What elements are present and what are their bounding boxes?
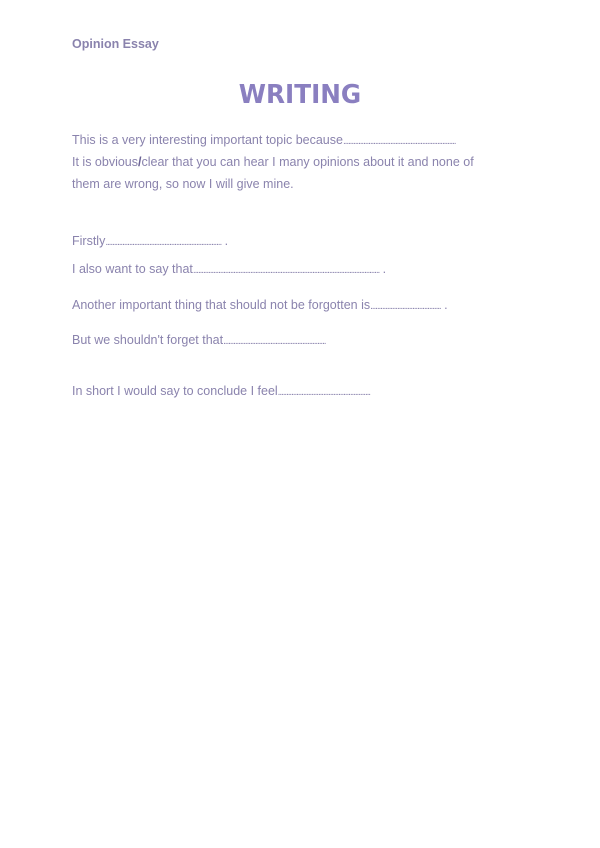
prompt-conclude-text: In short I would say to conclude I feel: [72, 384, 278, 398]
slash-mark: /: [138, 155, 142, 169]
prompt-another-text: Another important thing that should not be forgotten is: [72, 298, 371, 312]
page-title: WRITING: [238, 80, 362, 110]
prompt-forget: [72, 333, 325, 349]
answer-blank: ...............................................................................................................: [192, 265, 380, 276]
intro-line-2-start: It is obvious: [72, 155, 139, 169]
prompt-conclude: [72, 384, 370, 400]
answer-blank: ..........................................: [370, 301, 441, 312]
intro-line-3-text: them are wrong, so now I will give mine.: [72, 177, 294, 191]
answer-blank: .....................................................................: [105, 237, 222, 248]
prompt-forget-text: But we shouldn't forget that: [72, 333, 224, 347]
intro-line-2: [72, 155, 474, 170]
intro-line-1: [72, 133, 455, 149]
prompt-firstly-end: .: [221, 234, 229, 248]
intro-line-2-end: clear that you can hear I many opinions about it and none of: [141, 155, 474, 169]
prompt-another: [72, 298, 448, 314]
page-subtitle: Opinion Essay: [72, 37, 159, 51]
prompt-also: [72, 262, 386, 278]
prompt-firstly: [72, 234, 228, 250]
answer-blank: ...................................................................: [342, 136, 456, 147]
prompt-another-end: .: [440, 298, 448, 312]
answer-blank: .......................................................: [277, 387, 370, 398]
prompt-also-end: .: [379, 262, 387, 276]
prompt-firstly-text: Firstly: [72, 234, 106, 248]
answer-blank: .............................................................: [223, 336, 326, 347]
intro-line-3: [72, 177, 294, 192]
intro-line-1-text: This is a very interesting important topic because: [72, 133, 343, 147]
prompt-also-text: I also want to say that: [72, 262, 193, 276]
